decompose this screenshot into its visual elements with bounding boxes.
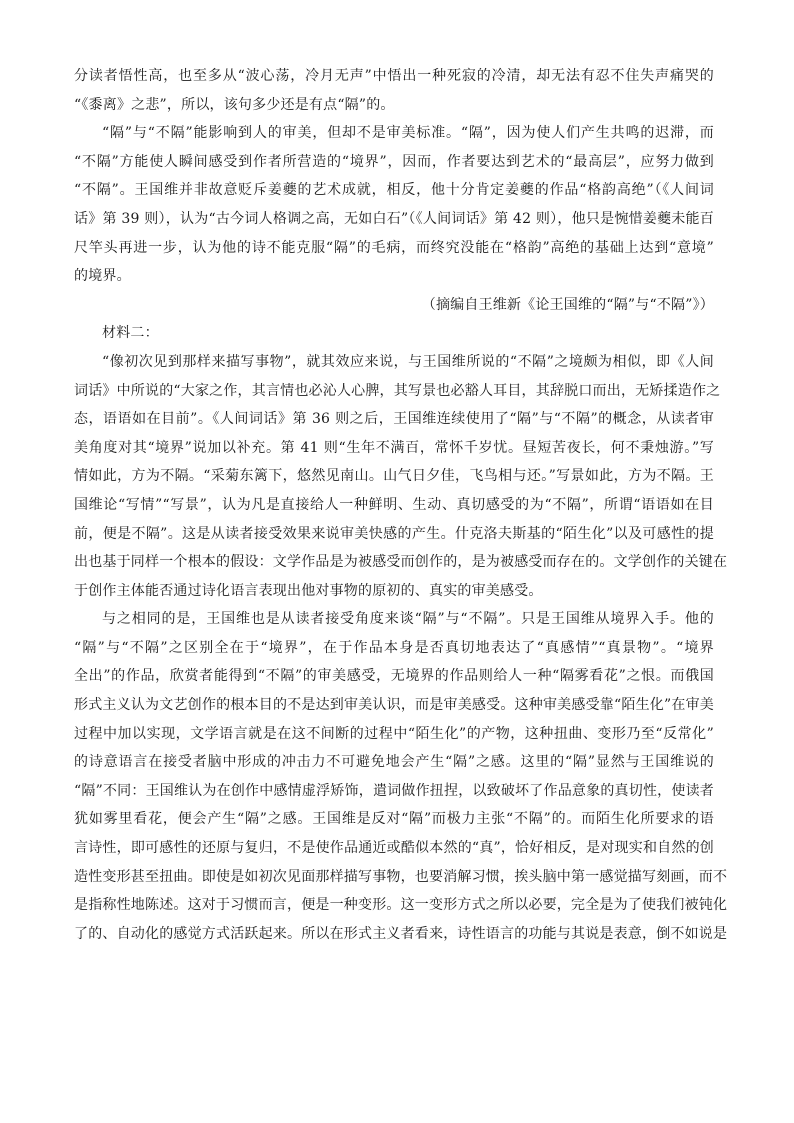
text-line: 尺竿头再进一步，认为他的诗不能克服“隔”的毛病，而终究没能在“格韵”高绝的基础上达到“意境”: [74, 239, 714, 256]
text-line: 情如此，方为不隔。“采菊东篱下，悠然见南山。山气日夕佳，飞鸟相与还。”写景如此，方为不隔。王: [74, 468, 714, 485]
text-line: 犹如雾里看花，便会产生“隔”之感。王国维是反对“隔”而极力主张“不隔”的。而陌生化所要求的语: [74, 811, 714, 828]
text-line: 态，语语如在目前”。《人间词话》第 36 则之后，王国维连续使用了“隔”与“不隔”的概念，从读者审: [74, 411, 714, 428]
text-line: 是指称性地陈述。这对于习惯而言，便是一种变形。这一变形方式之所以必要，完全是为了使我们被钝化: [74, 897, 728, 914]
text-line: 于创作主体能否通过诗化语言表现出他对事物的原初的、真实的审美感受。: [74, 582, 543, 599]
text-line: “隔”与“不隔”能影响到人的审美，但却不是审美标准。“隔”，因为使人们产生共鸣的迟滞，而: [102, 125, 714, 142]
text-line: 全出”的作品，欣赏者能得到“不隔”的审美感受，无境界的作品则给人一种“隔雾看花”之恨。而俄国: [74, 668, 714, 685]
section-heading: 材料二：: [102, 325, 159, 342]
text-line: 国维论“写情”“写景”，认为凡是直接给人一种鲜明、生动、真切感受的为“不隔”，所谓“语语如在目: [74, 496, 714, 513]
text-line: 分读者悟性高，也至多从“波心荡，冷月无声”中悟出一种死寂的冷清，却无法有忍不住失声痛哭的: [74, 68, 714, 84]
paragraph: [74, 119, 714, 291]
source-citation: （摘编自王维新《论王国维的“隔”与“不隔”》）: [421, 296, 714, 313]
text-line: “《黍离》之悲”，所以，该句多少还是有点“隔”的。: [74, 96, 395, 113]
text-line: 前，便是不隔”。这是从读者接受效果来说审美快感的产生。什克洛夫斯基的“陌生化”以及可感性的提: [74, 525, 714, 542]
text-line: 造性变形甚至扭曲。即使是如初次见面那样描写事物，也要消解习惯，挨头脑中第一感觉描写刻画，而不: [74, 868, 728, 885]
text-line: 的境界。: [74, 268, 131, 285]
document-page: [74, 62, 728, 948]
text-line: 的诗意语言在接受者脑中形成的冲击力不可避免地会产生“隔”之感。这里的“隔”显然与王国维说的: [74, 754, 714, 771]
text-line: 了的、自动化的感觉方式活跃起来。所以在形式主义者看来，诗性语言的功能与其说是表意，倒不如说是: [74, 925, 728, 942]
paragraph: [74, 605, 728, 948]
text-line: 词话》中所说的“大家之作，其言情也必沁人心脾，其写景也必豁人耳目，其辞脱口而出，无矫揉造作之: [74, 382, 721, 399]
text-line: “隔”不同：王国维认为在创作中感情虚浮矫饰，遣词做作扭捏，以致破坏了作品意象的真切性，使读者: [74, 782, 714, 799]
text-line: “不隔”。王国维并非故意贬斥姜夔的艺术成就，相反，他十分肯定姜夔的作品“格韵高绝”（《人间词: [74, 182, 714, 199]
paragraph: [74, 62, 714, 119]
text-line: 与之相同的是，王国维也是从读者接受角度来谈“隔”与“不隔”。只是王国维从境界入手。他的: [102, 611, 714, 628]
paragraph: [74, 348, 728, 605]
text-line: 美角度对其“境界”说加以补充。第 41 则“生年不满百，常怀千岁忧。昼短苦夜长，何不秉烛游。”写: [74, 439, 714, 456]
text-line: 话》第 39 则），认为“古今词人格调之高，无如白石”（《人间词话》第 42 则），他只是惋惜姜夔未能百: [74, 210, 714, 227]
text-line: “隔”与“不隔”之区别全在于“境界”，在于作品本身是否真切地表达了“真感情”“真景物”。“境界: [74, 639, 714, 656]
text-line: “不隔”方能使人瞬间感受到作者所营造的“境界”，因而，作者要达到艺术的“最高层”，应努力做到: [74, 153, 714, 170]
text-line: 言诗性，即可感性的还原与复归，不是使作品通近或酷似本然的“真”，恰好相反，是对现实和自然的创: [74, 840, 714, 857]
text-line: 过程中加以实现，文学语言就是在这不间断的过程中“陌生化”的产物，这种扭曲、变形乃至“反常化”: [74, 725, 714, 742]
text-line: “像初次见到那样来描写事物”，就其效应来说，与王国维所说的“不隔”之境颇为相似，即《人间: [102, 353, 714, 370]
text-line: 出也基于同样一个根本的假设：文学作品是为被感受而创作的，是为被感受而存在的。文学创作的关键在: [74, 554, 728, 571]
text-line: 形式主义认为文艺创作的根本目的不是达到审美认识，而是审美感受。这种审美感受靠“陌生化”在审美: [74, 697, 714, 714]
